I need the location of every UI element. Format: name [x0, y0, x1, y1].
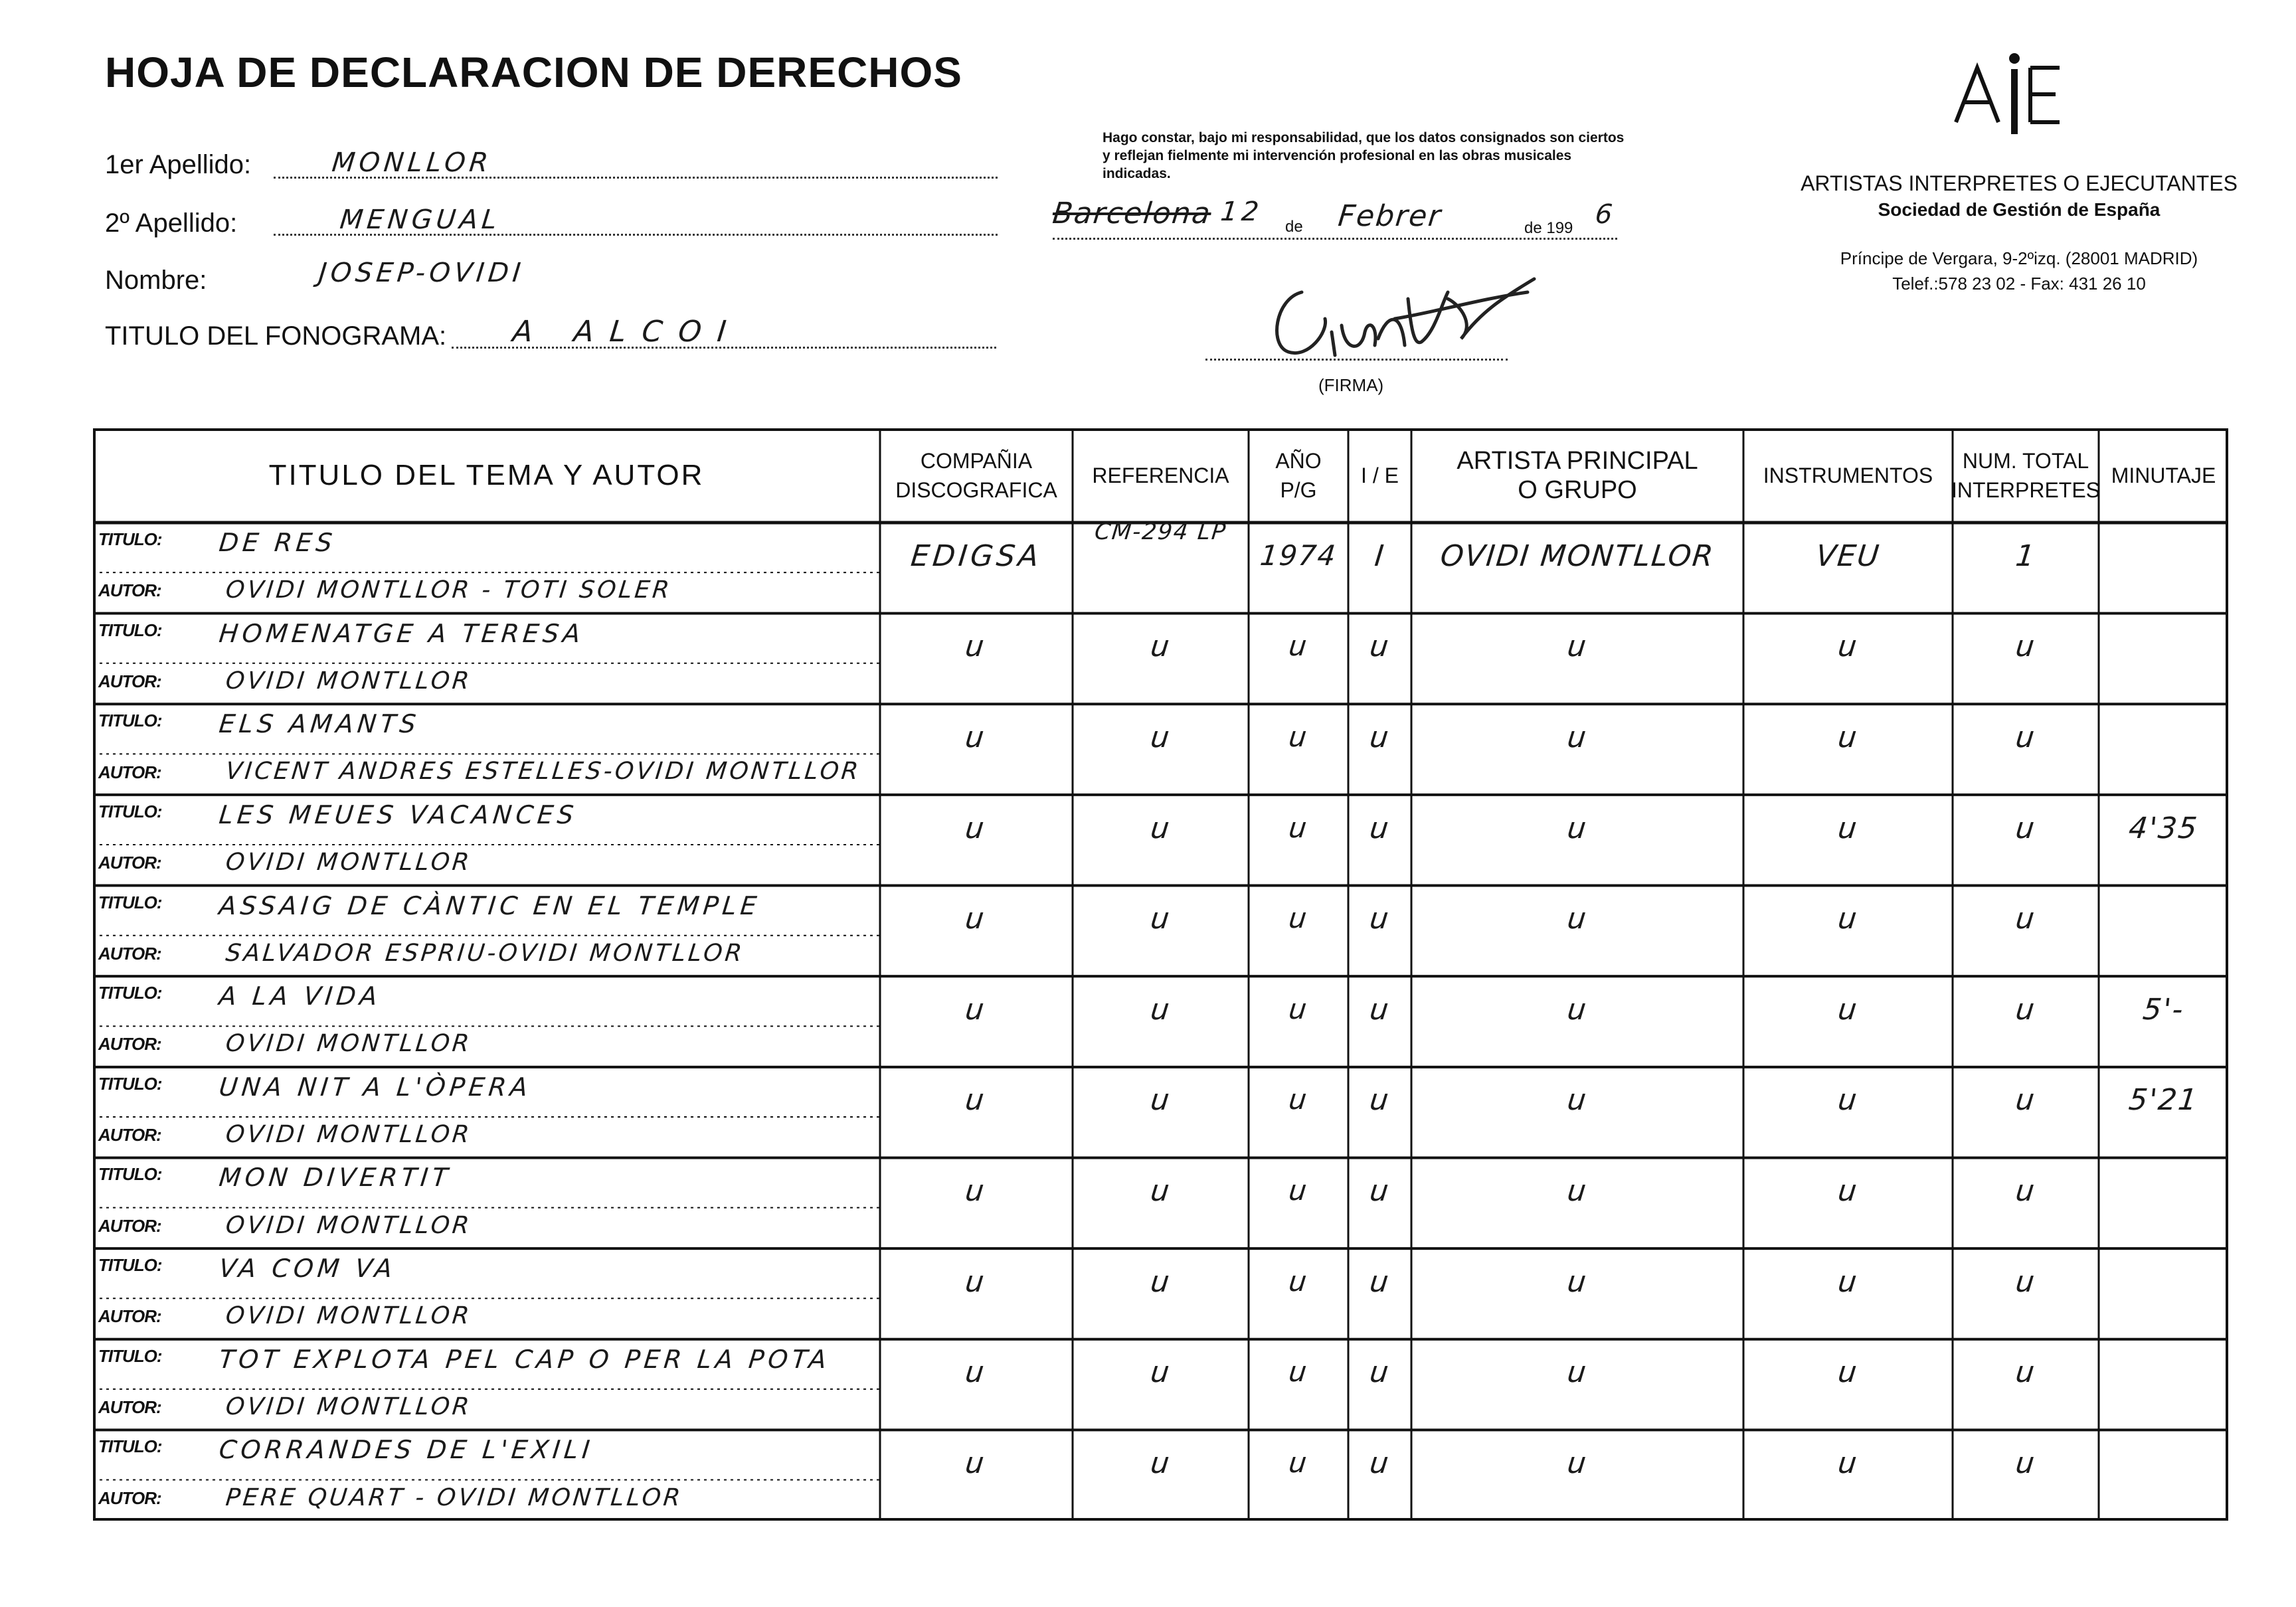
fonograma-label: TITULO DEL FONOGRAMA: [105, 321, 447, 351]
row-num-total-ditto[interactable]: u [2014, 720, 2038, 754]
row-title[interactable]: UNA NIT A L'ÒPERA [217, 1072, 533, 1102]
header-referencia: REFERENCIA [1092, 464, 1229, 487]
header-ano: AÑO P/G [1275, 449, 1322, 502]
row-author-label: AUTOR: [98, 1306, 161, 1327]
row-num-total-ditto[interactable]: u [2014, 992, 2038, 1027]
row-ano[interactable]: 1974 [1258, 539, 1339, 572]
row-artista-ditto[interactable]: u [1565, 630, 1589, 664]
declaration-day[interactable]: 12 [1219, 197, 1265, 227]
row-author[interactable]: OVIDI MONTLLOR [224, 1393, 474, 1420]
row-referencia-ditto[interactable]: u [1148, 1355, 1173, 1390]
row-title-label: TITULO: [98, 892, 162, 912]
row-ano-ditto[interactable]: u [1287, 1083, 1310, 1116]
row-author-label: AUTOR: [98, 580, 161, 601]
page-title: HOJA DE DECLARACION DE DERECHOS [105, 48, 962, 96]
row-referencia-ditto[interactable]: u [1148, 1264, 1173, 1299]
row-title-label: TITULO: [98, 1073, 162, 1094]
header-minutaje: MINUTAJE [2111, 464, 2216, 487]
row-ano-ditto[interactable]: u [1287, 902, 1310, 935]
row-author-label: AUTOR: [98, 671, 161, 691]
row-instrumentos-ditto[interactable]: u [1836, 1446, 1860, 1480]
row-compania-ditto[interactable]: u [963, 1264, 990, 1299]
header-titulo-autor: TITULO DEL TEMA Y AUTOR [268, 459, 705, 491]
row-ie-ditto[interactable]: u [1368, 1264, 1392, 1299]
row-title[interactable]: DE RES [217, 528, 338, 557]
row-title-label: TITULO: [98, 1345, 162, 1366]
row-referencia-ditto[interactable]: u [1148, 992, 1173, 1027]
row-ie-ditto[interactable]: u [1368, 720, 1392, 754]
row-ie[interactable]: I [1373, 539, 1387, 573]
row-author-label: AUTOR: [98, 1034, 161, 1055]
row-referencia-ditto[interactable]: u [1148, 1083, 1173, 1118]
row-title[interactable]: ASSAIG DE CÀNTIC EN EL TEMPLE [217, 890, 762, 920]
row-referencia[interactable]: CM-294 LP [1093, 519, 1228, 545]
row-artista-ditto[interactable]: u [1565, 1083, 1589, 1118]
row-instrumentos-ditto[interactable]: u [1836, 992, 1860, 1027]
row-artista-ditto[interactable]: u [1565, 1446, 1589, 1480]
row-title-label: TITULO: [98, 529, 162, 549]
apellido2-label: 2º Apellido: [105, 209, 238, 238]
row-instrumentos-ditto[interactable]: u [1836, 1355, 1860, 1390]
row-num-total-ditto[interactable]: u [2014, 1446, 2038, 1480]
row-ano-ditto[interactable]: u [1287, 1174, 1310, 1207]
row-instrumentos-ditto[interactable]: u [1836, 811, 1860, 845]
row-author-label: AUTOR: [98, 1487, 161, 1508]
row-author[interactable]: VICENT ANDRES ESTELLES-OVIDI MONTLLOR [224, 758, 863, 786]
fonograma-value[interactable]: A ALCOI [511, 315, 744, 349]
row-instrumentos-ditto[interactable]: u [1836, 720, 1860, 754]
row-ie-ditto[interactable]: u [1368, 630, 1392, 664]
apellido2-value[interactable]: MENGUAL [338, 205, 503, 235]
row-instrumentos-ditto[interactable]: u [1836, 630, 1860, 664]
row-title-label: TITULO: [98, 1436, 162, 1457]
row-num-total[interactable]: 1 [2014, 539, 2038, 573]
row-compania-ditto[interactable]: u [963, 630, 990, 664]
row-ie-ditto[interactable]: u [1368, 811, 1392, 845]
org-subtitle: Sociedad de Gestión de España [1878, 199, 2161, 220]
row-instrumentos-ditto[interactable]: u [1836, 1174, 1860, 1209]
row-minutaje[interactable]: 4'35 [2127, 811, 2200, 845]
row-ie-ditto[interactable]: u [1368, 1174, 1392, 1209]
row-author-label: AUTOR: [98, 1125, 161, 1145]
row-num-total-ditto[interactable]: u [2014, 1083, 2038, 1118]
row-instrumentos[interactable]: VEU [1814, 539, 1882, 573]
apellido1-label: 1er Apellido: [105, 150, 252, 179]
row-minutaje[interactable]: 5'21 [2127, 1083, 2200, 1118]
row-author-label: AUTOR: [98, 943, 161, 964]
row-artista-ditto[interactable]: u [1565, 811, 1589, 845]
row-compania[interactable]: EDIGSA [909, 539, 1044, 573]
row-num-total-ditto[interactable]: u [2014, 811, 2038, 845]
row-compania-ditto[interactable]: u [963, 1446, 990, 1480]
row-ie-ditto[interactable]: u [1368, 1355, 1392, 1390]
declaration-text: Hago constar, bajo mi responsabilidad, que los datos consignados son ciertos y reflejan fielmente mi intervención profesional en las obras musicales indicadas. [1103, 130, 1625, 181]
row-author[interactable]: SALVADOR ESPRIU-OVIDI MONTLLOR [224, 939, 746, 967]
declaration-date-line [1053, 238, 1617, 240]
aie-logo-mark [1949, 49, 2089, 135]
row-num-total-ditto[interactable]: u [2014, 630, 2038, 664]
declaration-month[interactable]: Febrer [1336, 199, 1444, 233]
row-ano-ditto[interactable]: u [1287, 992, 1310, 1025]
row-author[interactable]: OVIDI MONTLLOR [224, 1030, 474, 1058]
row-num-total-ditto[interactable]: u [2014, 1264, 2038, 1299]
row-ano-ditto[interactable]: u [1287, 1446, 1310, 1479]
declaration-place[interactable]: Barcelona [1051, 197, 1213, 230]
row-artista-ditto[interactable]: u [1565, 1264, 1589, 1299]
header-compania: COMPAÑIA DISCOGRAFICA [895, 449, 1057, 502]
header-instrumentos: INSTRUMENTOS [1763, 464, 1933, 487]
row-ano-ditto[interactable]: u [1287, 811, 1310, 844]
row-title[interactable]: CORRANDES DE L'EXILI [217, 1435, 596, 1465]
apellido1-value[interactable]: MONLLOR [330, 147, 493, 178]
row-ie-ditto[interactable]: u [1368, 1083, 1392, 1118]
rights-table [93, 428, 2228, 1521]
row-title[interactable]: ELS AMANTS [217, 709, 422, 739]
row-title-label: TITULO: [98, 1164, 162, 1185]
row-artista-ditto[interactable]: u [1565, 902, 1589, 936]
row-title[interactable]: A LA VIDA [217, 981, 383, 1011]
row-ie-ditto[interactable]: u [1368, 1446, 1392, 1480]
row-instrumentos-ditto[interactable]: u [1836, 902, 1860, 936]
row-title[interactable]: LES MEUES VACANCES [217, 800, 579, 829]
header-num-total: NUM. TOTAL INTERPRETES [1951, 449, 2101, 502]
header-ie: I / E [1361, 464, 1399, 487]
row-minutaje[interactable]: 5'- [2141, 992, 2186, 1027]
row-compania-ditto[interactable]: u [963, 720, 990, 754]
row-num-total-ditto[interactable]: u [2014, 902, 2038, 936]
row-compania-ditto[interactable]: u [963, 902, 990, 936]
row-artista-ditto[interactable]: u [1565, 720, 1589, 754]
row-title-label: TITULO: [98, 801, 162, 821]
row-artista-ditto[interactable]: u [1565, 1174, 1589, 1209]
row-referencia-ditto[interactable]: u [1148, 630, 1173, 664]
row-author[interactable]: OVIDI MONTLLOR - TOTI SOLER [224, 576, 673, 604]
row-title-label: TITULO: [98, 983, 162, 1003]
row-author[interactable]: OVIDI MONTLLOR [224, 1302, 474, 1330]
row-title-label: TITULO: [98, 711, 162, 731]
row-compania-ditto[interactable]: u [963, 1174, 990, 1209]
row-author-label: AUTOR: [98, 853, 161, 873]
row-author[interactable]: OVIDI MONTLLOR [224, 1120, 474, 1148]
signature [1262, 252, 1554, 365]
signature-label: (FIRMA) [1318, 375, 1384, 395]
row-title[interactable]: MON DIVERTIT [217, 1163, 454, 1193]
row-compania-ditto[interactable]: u [963, 992, 990, 1027]
row-title[interactable]: VA COM VA [217, 1254, 398, 1284]
row-referencia-ditto[interactable]: u [1148, 720, 1173, 754]
row-author[interactable]: OVIDI MONTLLOR [224, 849, 474, 877]
row-compania-ditto[interactable]: u [963, 811, 990, 845]
aie-logo [1949, 49, 2089, 135]
row-title-label: TITULO: [98, 620, 162, 640]
row-ie-ditto[interactable]: u [1368, 992, 1392, 1027]
row-artista[interactable]: OVIDI MONTLLOR [1439, 539, 1716, 573]
row-author[interactable]: OVIDI MONTLLOR [224, 667, 474, 695]
row-ano-ditto[interactable]: u [1287, 1264, 1310, 1298]
row-author[interactable]: PERE QUART - OVIDI MONTLLOR [224, 1483, 685, 1511]
row-referencia-ditto[interactable]: u [1148, 1446, 1173, 1480]
row-referencia-ditto[interactable]: u [1148, 811, 1173, 845]
row-referencia-ditto[interactable]: u [1148, 1174, 1173, 1209]
row-title-label: TITULO: [98, 1255, 162, 1276]
org-address: Príncipe de Vergara, 9-2ºizq. (28001 MADRID) [1840, 248, 2198, 268]
row-ano-ditto[interactable]: u [1287, 720, 1310, 753]
row-title[interactable]: HOMENATGE A TERESA [217, 618, 586, 648]
row-compania-ditto[interactable]: u [963, 1355, 990, 1390]
row-instrumentos-ditto[interactable]: u [1836, 1264, 1860, 1299]
nombre-value[interactable]: JOSEP-OVIDI [317, 258, 526, 288]
declaration-year-digit[interactable]: 6 [1593, 199, 1618, 230]
row-author-label: AUTOR: [98, 1396, 161, 1417]
declaration-de-1: de [1285, 218, 1303, 236]
row-instrumentos-ditto[interactable]: u [1836, 1083, 1860, 1118]
org-phone: Telef.:578 23 02 - Fax: 431 26 10 [1892, 274, 2146, 294]
row-author-label: AUTOR: [98, 1215, 161, 1236]
row-ie-ditto[interactable]: u [1368, 902, 1392, 936]
row-referencia-ditto[interactable]: u [1148, 902, 1173, 936]
row-num-total-ditto[interactable]: u [2014, 1355, 2038, 1390]
row-ano-ditto[interactable]: u [1287, 1355, 1310, 1389]
row-author[interactable]: OVIDI MONTLLOR [224, 1211, 474, 1239]
row-ano-ditto[interactable]: u [1287, 630, 1310, 663]
row-artista-ditto[interactable]: u [1565, 1355, 1589, 1390]
header-artista: ARTISTA PRINCIPAL O GRUPO [1457, 447, 1698, 504]
org-name: ARTISTAS INTERPRETES O EJECUTANTES [1801, 171, 2238, 195]
signature-line [1205, 359, 1508, 361]
row-compania-ditto[interactable]: u [963, 1083, 990, 1118]
row-num-total-ditto[interactable]: u [2014, 1174, 2038, 1209]
row-author-label: AUTOR: [98, 762, 161, 782]
row-artista-ditto[interactable]: u [1565, 992, 1589, 1027]
declaration-de-2: de 199 [1524, 219, 1573, 237]
nombre-label: Nombre: [105, 266, 207, 295]
row-title[interactable]: TOT EXPLOTA PEL CAP O PER LA POTA [217, 1344, 832, 1374]
